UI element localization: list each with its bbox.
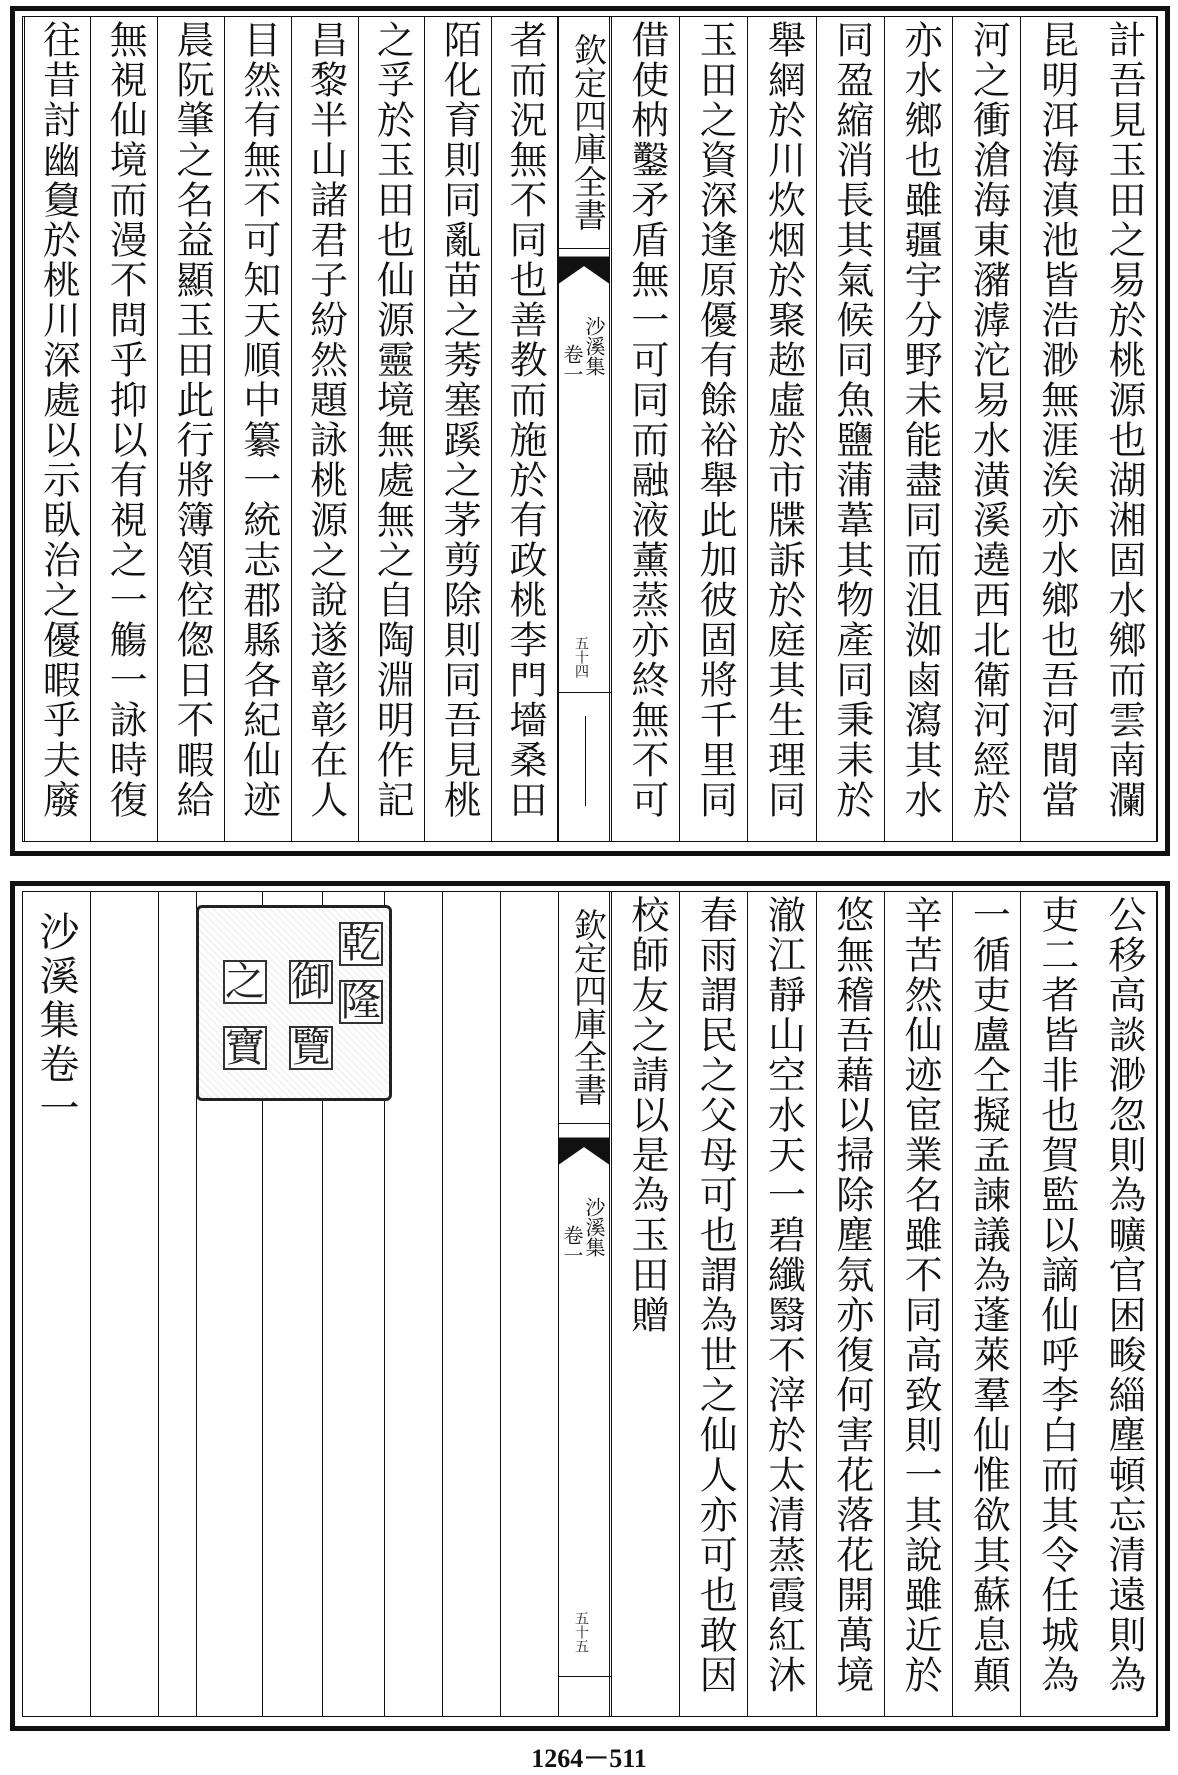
ruled-line-1: [90, 891, 91, 1717]
seal-character-3: 御: [291, 959, 331, 1005]
bottom-banner-page-number: 五十五: [573, 1611, 589, 1653]
seal-character-5: 之: [225, 959, 265, 1005]
top-right-column-1: 計吾見玉田之易於桃源也湖湘固水鄉而雲南瀾: [1089, 16, 1157, 842]
top-banner: [558, 16, 610, 842]
bottom-right-column-3: 一循吏盧仝擬孟諫議為蓬萊羣仙惟欲其蘇息顛: [952, 891, 1020, 1717]
top-banner-title: 欽定四庫全書: [559, 16, 609, 249]
page-footer-number: 1264－511: [531, 1744, 647, 1773]
top-banner-baseline: [559, 692, 611, 693]
top-left-column-5: 目然有無不可知天順中纂一統志郡縣各紀仙迹: [224, 16, 291, 842]
bottom-banner-fishtail-icon: [559, 1137, 609, 1165]
top-right-column-8: 借使枘鑿矛盾無一可同而融液薰蒸亦終無不可: [611, 16, 679, 842]
top-banner-page-number: 五十四: [573, 636, 589, 678]
top-page: [0, 0, 1178, 878]
bottom-banner: [558, 891, 610, 1717]
ruled-line-7: [442, 891, 443, 1717]
top-right-column-6: 舉網於川炊烟於聚趂虛於市牒訴於庭其生理同: [747, 16, 815, 842]
bottom-banner-title: 欽定四庫全書: [559, 891, 609, 1124]
end-title: 沙溪集卷一: [33, 911, 79, 1131]
top-left-column-7: 無視仙境而漫不問乎抑以有視之一觴一詠時復: [90, 16, 157, 842]
seal-character-2: 隆: [341, 979, 381, 1025]
bottom-right-column-6: 澈江靜山空水天一碧纖翳不滓於太清蒸霞紅沐: [747, 891, 815, 1717]
top-banner-volume: 卷一: [560, 344, 584, 384]
top-right-column-4: 亦水鄉也雖疆宇分野未能盡同而沮洳鹵瀉其水: [884, 16, 952, 842]
ruled-line-2: [158, 891, 159, 1717]
bottom-page: [0, 873, 1178, 1751]
bottom-banner-baseline: [559, 1676, 611, 1677]
top-banner-stem: [585, 716, 586, 806]
ruled-line-9: [558, 891, 559, 1717]
bottom-banner-book: 沙溪集: [582, 1197, 606, 1257]
imperial-seal: [196, 905, 392, 1101]
bottom-banner-volume: 卷一: [560, 1225, 584, 1265]
top-left-column-8: 往昔討幽敻於桃川深處以示臥治之優暇乎夫廢: [24, 16, 91, 842]
seal-character-1: 乾: [341, 921, 381, 967]
top-right-column-3: 河之衝滄海東瀦滹沱易水潢溪遶西北衛河經於: [952, 16, 1020, 842]
seal-character-4: 覽: [291, 1025, 331, 1071]
top-left-column-3: 之孚於玉田也仙源靈境無處無之自陶淵明作記: [358, 16, 425, 842]
top-left-column-2: 陌化育則同亂苗之莠塞蹊之茅剪除則同吾見桃: [424, 16, 491, 842]
top-banner-fishtail-icon: [559, 256, 609, 284]
bottom-right-column-4: 辛苦然仙迹宦業名雖不同高致則一其說雖近於: [884, 891, 952, 1717]
top-right-column-2: 昆明洱海滇池皆浩渺無涯涘亦水鄉也吾河間當: [1020, 16, 1088, 842]
bottom-right-column-5: 悠無稽吾藉以掃除塵氛亦復何害花落花開萬境: [816, 891, 884, 1717]
bottom-right-column-2: 吏二者皆非也賀監以謫仙呼李白而其令任城為: [1020, 891, 1088, 1717]
top-banner-book: 沙溪集: [582, 316, 606, 376]
bottom-right-column-1: 公移高談渺忽則為曠官困畯緇塵頓忘清遠則為: [1089, 891, 1157, 1717]
bottom-right-column-7: 春雨謂民之父母可也謂為世之仙人亦可也敢因: [679, 891, 747, 1717]
top-left-column-1: 者而況無不同也善教而施於有政桃李門墻桑田: [491, 16, 558, 842]
top-left-column-4: 昌黎半山諸君子紛然題詠桃源之說遂彰彰在人: [291, 16, 358, 842]
bottom-right-column-8: 校師友之請以是為玉田贈: [611, 891, 679, 1717]
top-right-column-7: 玉田之資深逢原優有餘裕舉此加彼固將千里同: [679, 16, 747, 842]
top-left-column-6: 晨阮肇之名益顯玉田此行將簿領倥偬日不暇給: [157, 16, 224, 842]
top-right-column-5: 同盈縮消長其氣候同魚鹽蒲葦其物產同秉耒於: [816, 16, 884, 842]
ruled-line-8: [500, 891, 501, 1717]
seal-character-6: 寶: [225, 1025, 265, 1071]
